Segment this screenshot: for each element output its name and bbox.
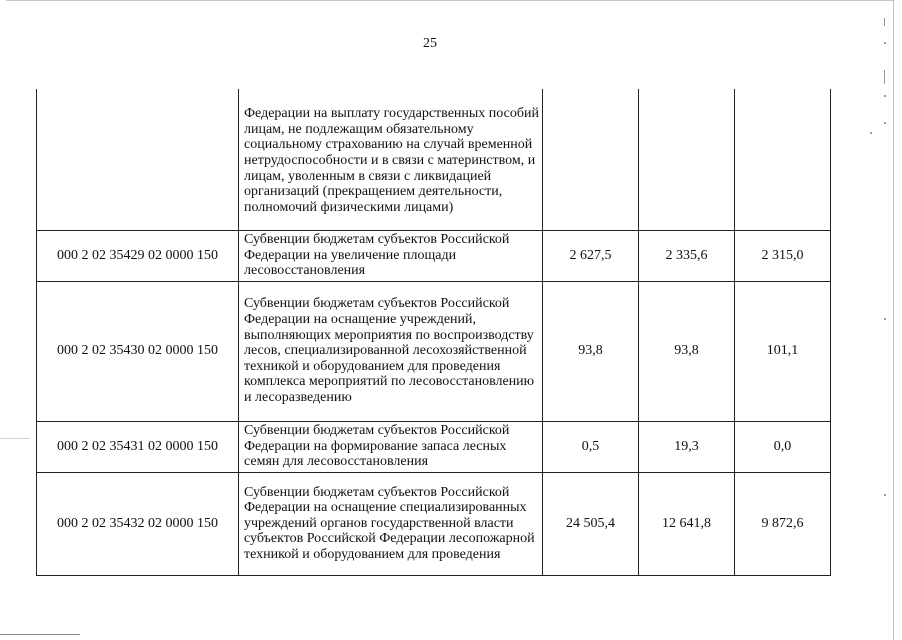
value-cell-2: 93,8 [639,281,735,421]
page-edge-top [6,0,893,1]
budget-code-cell [37,89,239,230]
budget-code-cell: 000 2 02 35429 02 0000 150 [37,230,239,281]
scan-mark [884,318,886,320]
scan-mark [0,634,80,635]
scan-mark [884,42,886,44]
description-cell: Субвенции бюджетам субъектов Российской Федерации на формирование запаса лесных семян для лесовосстановления [239,421,543,472]
scan-mark [884,18,885,26]
page-edge-right [893,0,894,640]
budget-code-cell: 000 2 02 35430 02 0000 150 [37,281,239,421]
description-cell: Субвенции бюджетам субъектов Российской Федерации на оснащение специализированных учреждений органов государственной власти субъектов Российской Федерации лесопожарной техникой и оборудованием для проведения [239,472,543,575]
scan-mark [884,95,886,97]
value-cell-2: 19,3 [639,421,735,472]
table-row [37,472,831,575]
value-cell-1 [543,89,639,230]
table-row [37,281,831,421]
value-cell-1: 2 627,5 [543,230,639,281]
scan-mark [884,70,885,84]
table-row [37,230,831,281]
budget-code-cell: 000 2 02 35432 02 0000 150 [37,472,239,575]
value-cell-1: 0,5 [543,421,639,472]
scan-mark [884,122,886,124]
value-cell-2: 12 641,8 [639,472,735,575]
description-cell: Субвенции бюджетам субъектов Российской Федерации на оснащение учреждений, выполняющих мероприятия по воспроизводству лесов, специализированной лесохозяйственной техникой и оборудованием для проведения комплекса мероприятий по лесовосстановлению и лесоразведению [239,281,543,421]
value-cell-3: 101,1 [735,281,831,421]
value-cell-3: 0,0 [735,421,831,472]
value-cell-2: 2 335,6 [639,230,735,281]
budget-table [36,89,831,576]
description-cell: Субвенции бюджетам субъектов Российской Федерации на увеличение площади лесовосстановления [239,230,543,281]
value-cell-3: 9 872,6 [735,472,831,575]
value-cell-3 [735,89,831,230]
value-cell-2 [639,89,735,230]
value-cell-1: 24 505,4 [543,472,639,575]
scan-mark [0,438,30,439]
value-cell-1: 93,8 [543,281,639,421]
scan-mark [870,132,872,134]
table-row [37,89,831,230]
description-cell: Федерации на выплату государственных пособий лицам, не подлежащим обязательному социальному страхованию на случай временной нетрудоспособности и в связи с материнством, и лицам, уволенным в связи с ликвидацией организаций (прекращением деятельности, полномочий физическими лицами) [239,89,543,230]
page-number: 25 [423,36,437,51]
budget-code-cell: 000 2 02 35431 02 0000 150 [37,421,239,472]
scan-mark [884,494,886,496]
table-row [37,421,831,472]
value-cell-3: 2 315,0 [735,230,831,281]
